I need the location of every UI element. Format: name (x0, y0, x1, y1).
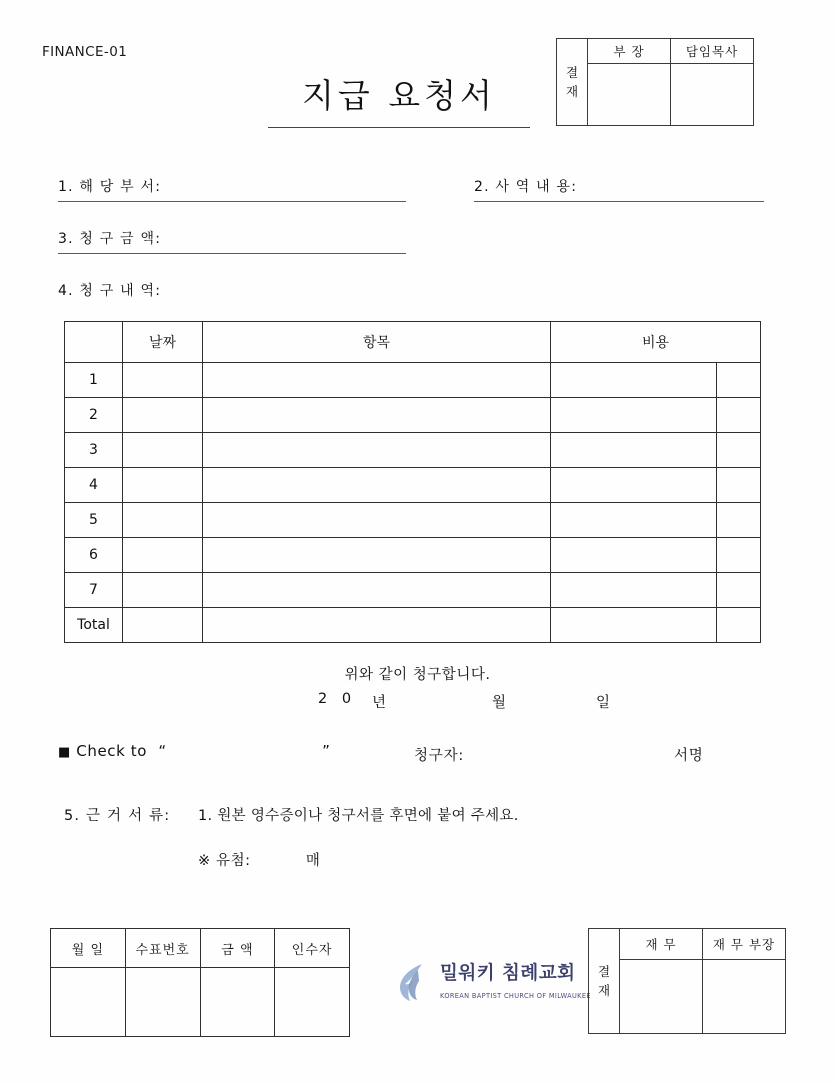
cell-date[interactable] (123, 398, 203, 433)
column-header-cost: 비용 (551, 322, 761, 363)
cell-date[interactable] (123, 538, 203, 573)
cell-date-total[interactable] (123, 608, 203, 643)
form-code: FINANCE-01 (42, 44, 128, 60)
approval-bottom-column-finance (620, 929, 702, 1033)
approval-top-side-char-1: 결 (565, 64, 579, 80)
row-index: 7 (65, 573, 123, 608)
cell-extra[interactable] (717, 398, 761, 433)
approval-bottom-column-finance-head (702, 929, 785, 1033)
row-index: 4 (65, 468, 123, 503)
cell-item[interactable] (203, 398, 551, 433)
filled-square-icon: ■ (58, 745, 71, 760)
approval-bottom-stamp-finance[interactable] (620, 960, 702, 1033)
approval-bottom-stamp-finance-head[interactable] (703, 960, 785, 1033)
church-name-en: KOREAN BAPTIST CHURCH OF MILWAUKEE (440, 992, 591, 1001)
cell-receiver[interactable] (275, 968, 350, 1037)
cell-item[interactable] (203, 468, 551, 503)
page-title: 지급 요청서 (268, 70, 530, 128)
column-header-check-number: 수표번호 (125, 929, 200, 968)
row-index: 6 (65, 538, 123, 573)
supporting-documents-text: 1. 원본 영수증이나 청구서를 후면에 붙여 주세요. (198, 808, 519, 824)
row-index: 3 (65, 433, 123, 468)
cell-cost[interactable] (551, 363, 717, 398)
cell-item[interactable] (203, 433, 551, 468)
cell-cost[interactable] (551, 433, 717, 468)
cell-extra-total[interactable] (717, 608, 761, 643)
check-payable-line (58, 742, 331, 760)
approval-bottom-side-char-1: 결 (597, 963, 611, 979)
table-row (65, 433, 761, 468)
date-year-label: 년 (372, 695, 388, 711)
approval-bottom-side-label (589, 929, 620, 1033)
church-logo (392, 960, 591, 1006)
approval-top-side-char-2: 재 (565, 84, 579, 99)
approval-top-column-pastor (670, 39, 753, 125)
cell-cost[interactable] (551, 538, 717, 573)
field-ministry-content-label: 2. 사 역 내 용: (474, 179, 578, 195)
table-row (65, 468, 761, 503)
cell-cost[interactable] (551, 503, 717, 538)
supporting-documents-label: 5. 근 거 서 류: (64, 808, 171, 824)
field-claim-details-label (58, 280, 161, 300)
cell-extra[interactable] (717, 503, 761, 538)
row-index-total: Total (65, 608, 123, 643)
approval-top-columns (588, 39, 753, 125)
row-index: 5 (65, 503, 123, 538)
cell-item[interactable] (203, 503, 551, 538)
cell-item-total[interactable] (203, 608, 551, 643)
cell-item[interactable] (203, 573, 551, 608)
church-name-kr: 밀워키 침례교회 (440, 963, 576, 985)
approval-top-side-label (557, 39, 588, 125)
cell-amount[interactable] (200, 968, 275, 1037)
cell-date[interactable] (123, 433, 203, 468)
check-to-label: Check to (76, 742, 148, 760)
cell-item[interactable] (203, 538, 551, 573)
field-claim-details-text: 4. 청 구 내 역: (58, 283, 162, 299)
column-header-amount: 금 액 (200, 929, 275, 968)
date-month-label: 월 (492, 695, 508, 711)
requester-label: 청구자: (414, 748, 465, 764)
table-row (65, 363, 761, 398)
table-row (65, 503, 761, 538)
attachment-note (198, 849, 321, 870)
cell-extra[interactable] (717, 538, 761, 573)
check-issue-table (50, 928, 350, 1037)
statement-text: 위와 같이 청구합니다. (344, 667, 491, 683)
approval-top-column-manager (588, 39, 670, 125)
cell-cost[interactable] (551, 398, 717, 433)
check-table-row (51, 968, 350, 1037)
column-header-index (65, 322, 123, 363)
column-header-item: 항목 (203, 322, 551, 363)
table-row-total (65, 608, 761, 643)
field-claim-amount[interactable] (58, 228, 406, 254)
cell-item[interactable] (203, 363, 551, 398)
approval-bottom-header-finance-head: 재 무 부장 (703, 929, 785, 960)
cell-cost[interactable] (551, 573, 717, 608)
table-row (65, 538, 761, 573)
attachment-note-label: ※ 유첨: (198, 853, 251, 869)
quote-close: ” (322, 742, 331, 760)
field-claim-amount-label: 3. 청 구 금 액: (58, 231, 162, 247)
approval-box-bottom (588, 928, 786, 1034)
cell-extra[interactable] (717, 468, 761, 503)
row-index: 1 (65, 363, 123, 398)
cell-date[interactable] (123, 363, 203, 398)
column-header-receiver: 인수자 (275, 929, 350, 968)
field-department-label: 1. 해 당 부 서: (58, 179, 162, 195)
approval-top-header-manager: 부 장 (588, 39, 670, 64)
table-row (65, 573, 761, 608)
approval-top-header-pastor: 담임목사 (671, 39, 753, 64)
dove-icon (392, 960, 432, 1006)
church-logo-text (440, 964, 591, 1002)
cell-extra[interactable] (717, 573, 761, 608)
approval-bottom-side-char-2: 재 (597, 983, 611, 998)
cell-cost-total[interactable] (551, 608, 717, 643)
field-department[interactable] (58, 176, 406, 202)
quote-open: “ (158, 742, 167, 760)
approval-top-stamp-manager[interactable] (588, 64, 670, 125)
cell-date[interactable] (123, 573, 203, 608)
cell-month-day[interactable] (51, 968, 126, 1037)
date-line (318, 691, 718, 712)
approval-bottom-columns (620, 929, 785, 1033)
approval-box-top (556, 38, 754, 126)
row-index: 2 (65, 398, 123, 433)
cell-date[interactable] (123, 503, 203, 538)
table-header-row (65, 322, 761, 363)
column-header-date: 날짜 (123, 322, 203, 363)
check-table-header-row (51, 929, 350, 968)
cell-cost[interactable] (551, 468, 717, 503)
date-prefix: 2 0 (318, 691, 357, 707)
date-day-label: 일 (596, 695, 612, 711)
approval-top-stamp-pastor[interactable] (671, 64, 753, 125)
cell-date[interactable] (123, 468, 203, 503)
cell-extra[interactable] (717, 363, 761, 398)
signature-label: 서명 (674, 748, 704, 764)
table-row (65, 398, 761, 433)
attachment-note-unit: 매 (305, 853, 321, 869)
claim-details-table (64, 321, 761, 643)
column-header-month-day: 월 일 (51, 929, 126, 968)
cell-check-number[interactable] (125, 968, 200, 1037)
field-ministry-content[interactable] (474, 176, 764, 202)
approval-bottom-header-finance: 재 무 (620, 929, 702, 960)
cell-extra[interactable] (717, 433, 761, 468)
